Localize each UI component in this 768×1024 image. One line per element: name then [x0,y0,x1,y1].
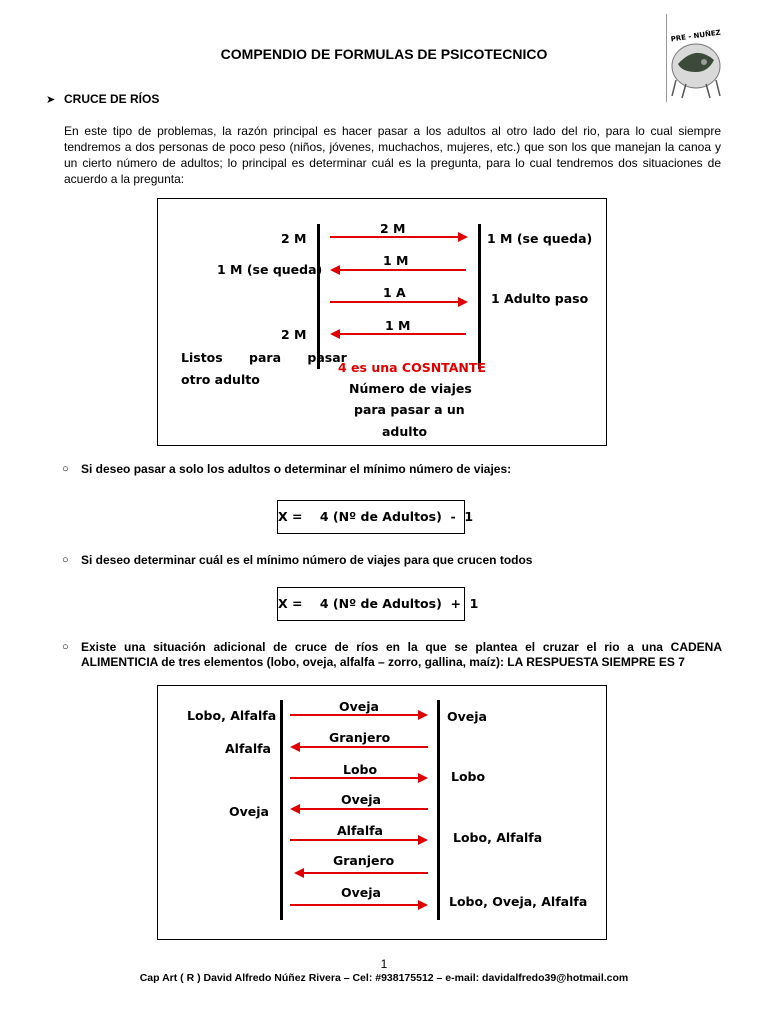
arrow-left-3 [294,868,428,878]
left-bank-label: Oveja [229,804,269,819]
bullet-text-3-line1: Existe una situación adicional de cruce de ríos en la que se plantea el cruzar el rio a una CADENA [81,640,722,654]
right-bank-label: Lobo [451,769,486,784]
left-bank-label: 2 M [281,327,307,342]
caption-line: adulto [382,424,428,439]
logo-text: PRE - NUÑEZ [670,28,722,44]
arrow-label: Granjero [329,730,391,745]
formula-box-all: X = 4 (Nº de Adultos) + 1 [277,587,465,621]
bullet-text-3 [81,640,722,670]
arrow-bullet-icon: ➤ [46,94,56,106]
constant-label: 4 es una COSNTANTE [338,360,486,375]
right-bank-label: 1 M (se queda) [487,231,593,246]
arrow-label: Oveja [341,792,381,807]
arrow-right-4 [290,900,428,910]
right-bank-label: Lobo, Oveja, Alfalfa [449,894,588,909]
circle-bullet-icon: ○ [62,554,69,566]
formula-box-adults: X = 4 (Nº de Adultos) - 1 [277,500,465,534]
arrow-label: 1 A [383,285,406,300]
left-bank-label: 2 M [281,231,307,246]
left-bank-label: Lobo, Alfalfa [187,708,277,723]
section-heading [46,92,159,106]
page-number: 1 [380,957,388,971]
footer-credit: Cap Art ( R ) David Alfredo Núñez Rivera – Cel: #938175512 – e-mail: davidalfredo39@hotmail.com [139,972,629,984]
beret-emblem-icon [668,24,724,100]
bullet-text-3-line2: ALIMENTICIA de tres elementos (lobo, oveja, alfalfa – zorro, gallina, maíz): LA RESPUESTA SIEMPRE ES 7 [81,655,685,669]
left-bank-label: Alfalfa [225,741,271,756]
arrow-label: Oveja [339,699,379,714]
river-bank-left [317,224,320,369]
circle-bullet-icon: ○ [62,641,69,653]
arrow-label: Lobo [343,762,378,777]
river-bank-right [478,224,481,369]
header-divider [666,14,667,102]
bullet-text-2: Si deseo determinar cuál es el mínimo número de viajes para que crucen todos [81,553,533,567]
arrow-label: Alfalfa [337,823,383,838]
caption-line: Número de viajes [349,381,472,396]
section-title: CRUCE DE RÍOS [64,92,160,106]
left-bank-note-1 [181,350,347,365]
arrow-label: 1 M [383,253,409,268]
caption-line: para pasar a un [354,402,465,417]
right-bank-label: Lobo, Alfalfa [453,830,543,845]
right-bank-label: Oveja [447,709,487,724]
arrow-label: Oveja [341,885,381,900]
left-bank-label: 1 M (se queda) [217,262,323,277]
river-bank-left [280,700,283,920]
arrow-label: Granjero [333,853,395,868]
river-bank-right [437,700,440,920]
intro-paragraph: En este tipo de problemas, la razón principal es hacer pasar a los adultos al otro lado del rio, para lo cual siempre tendremos a dos personas de poco peso (niños, jóvenes, muchachos, mujeres, etc.) que son los que manejan la canoa y un cierto número de adultos; lo principal es determinar cuál es la pregunta, para lo cual tendremos dos situaciones de acuerdo a la pregunta: [64,124,721,186]
left-bank-note-2: otro adulto [181,372,260,387]
arrow-label: 1 M [385,318,411,333]
document-title: COMPENDIO DE FORMULAS DE PSICOTECNICO [220,46,548,62]
arrow-label: 2 M [380,221,406,236]
left-bank-note-text: Listos para pasar [181,350,347,365]
bullet-text-1: Si deseo pasar a solo los adultos o determinar el mínimo número de viajes: [81,462,512,476]
circle-bullet-icon: ○ [62,463,69,475]
right-bank-label: 1 Adulto paso [491,291,589,306]
logo [668,24,724,100]
